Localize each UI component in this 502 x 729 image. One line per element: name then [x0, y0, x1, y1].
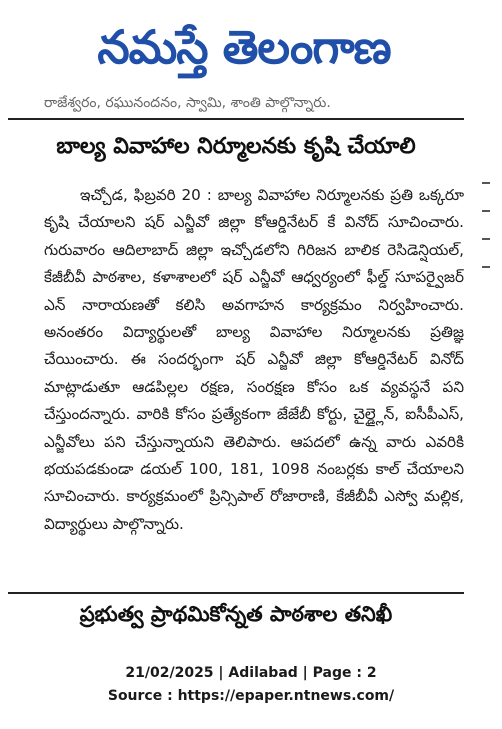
next-article-headline: ప్రభుత్వ ప్రాథమికోన్నత పాఠశాల తనిఖీ [79, 602, 393, 626]
previous-article-cutoff-line: రాజేశ్వరం, రఘునందనం, స్వామి, శాంతి పాల్గొన్నారు. [44, 95, 331, 111]
adjacent-column-edge [466, 176, 496, 636]
edge-mark [482, 210, 490, 212]
headline-top-rule [8, 118, 464, 120]
newspaper-masthead: నమస్తే తెలంగాణ [97, 20, 391, 74]
newspaper-clipping [8, 6, 464, 634]
epaper-source-link[interactable]: Source : https://epaper.ntnews.com/ [107, 688, 395, 704]
edge-mark [482, 266, 490, 268]
edge-mark [482, 182, 490, 184]
article-body: ఇచ్చోడ, ఫిబ్రవరి 20 : బాల్య వివాహాల నిర్మూలనకు ప్రతి ఒక్కరూ కృషి చేయాలని షర్ ఎన్జీవో జిల్లా కోఆర్డినేటర్ కే వినోద్ సూచించారు. గురువారం ఆదిలాబాద్ జిల్లా ఇచ్చోడలోని గిరిజన బాలిక రెసిడెన్షియల్, కేజీబీవీ పాఠశాల, కళాశాలలో షర్ ఎన్జీవో ఆధ్వర్యంలో ఫీల్డ్ సూపర్వైజర్ ఎన్ నారాయణతో కలిసి అవగాహన కార్యక్రమం నిర్వహించారు. అనంతరం విద్యార్థులతో బాల్య వివాహాల నిర్మూలనకు ప్రతిజ్ఞ చేయించారు. ఈ సందర్భంగా షర్ ఎన్జీవో జిల్లా కోఆర్డినేటర్ వినోద్ మాట్లాడుతూ ఆడపిల్లల రక్షణ, సంరక్షణ కోసం ఒక వ్యవస్థనే పని చేస్తుందన్నారు. వారికి కోసం ప్రత్యేకంగా జేజేబీ కోర్టు, చైల్డ్లైన్, ఐసీపీఎస్, ఎన్జీవోలు పని చేస్తున్నాయని తెలిపారు. ఆపదలో ఉన్న వారు ఎవరికి భయపడకుండా డయల్ 100, 181, 1098 నంబర్లకు కాల్ చేయాలని సూచించారు. కార్యక్రమంలో ప్రిన్సిపాల్ రోజారాణి, కేజీబీవీ ఎస్వో మల్లిక, విద్యార్థులు పాల్గొన్నారు. [44, 186, 464, 533]
article-headline: బాల్య వివాహాల నిర్మూలనకు కృషి చేయాలి [56, 134, 416, 159]
epaper-date-edition-page: 21/02/2025 | Adilabad | Page : 2 [125, 665, 377, 681]
next-article-rule [8, 592, 464, 594]
edge-mark [482, 238, 490, 240]
